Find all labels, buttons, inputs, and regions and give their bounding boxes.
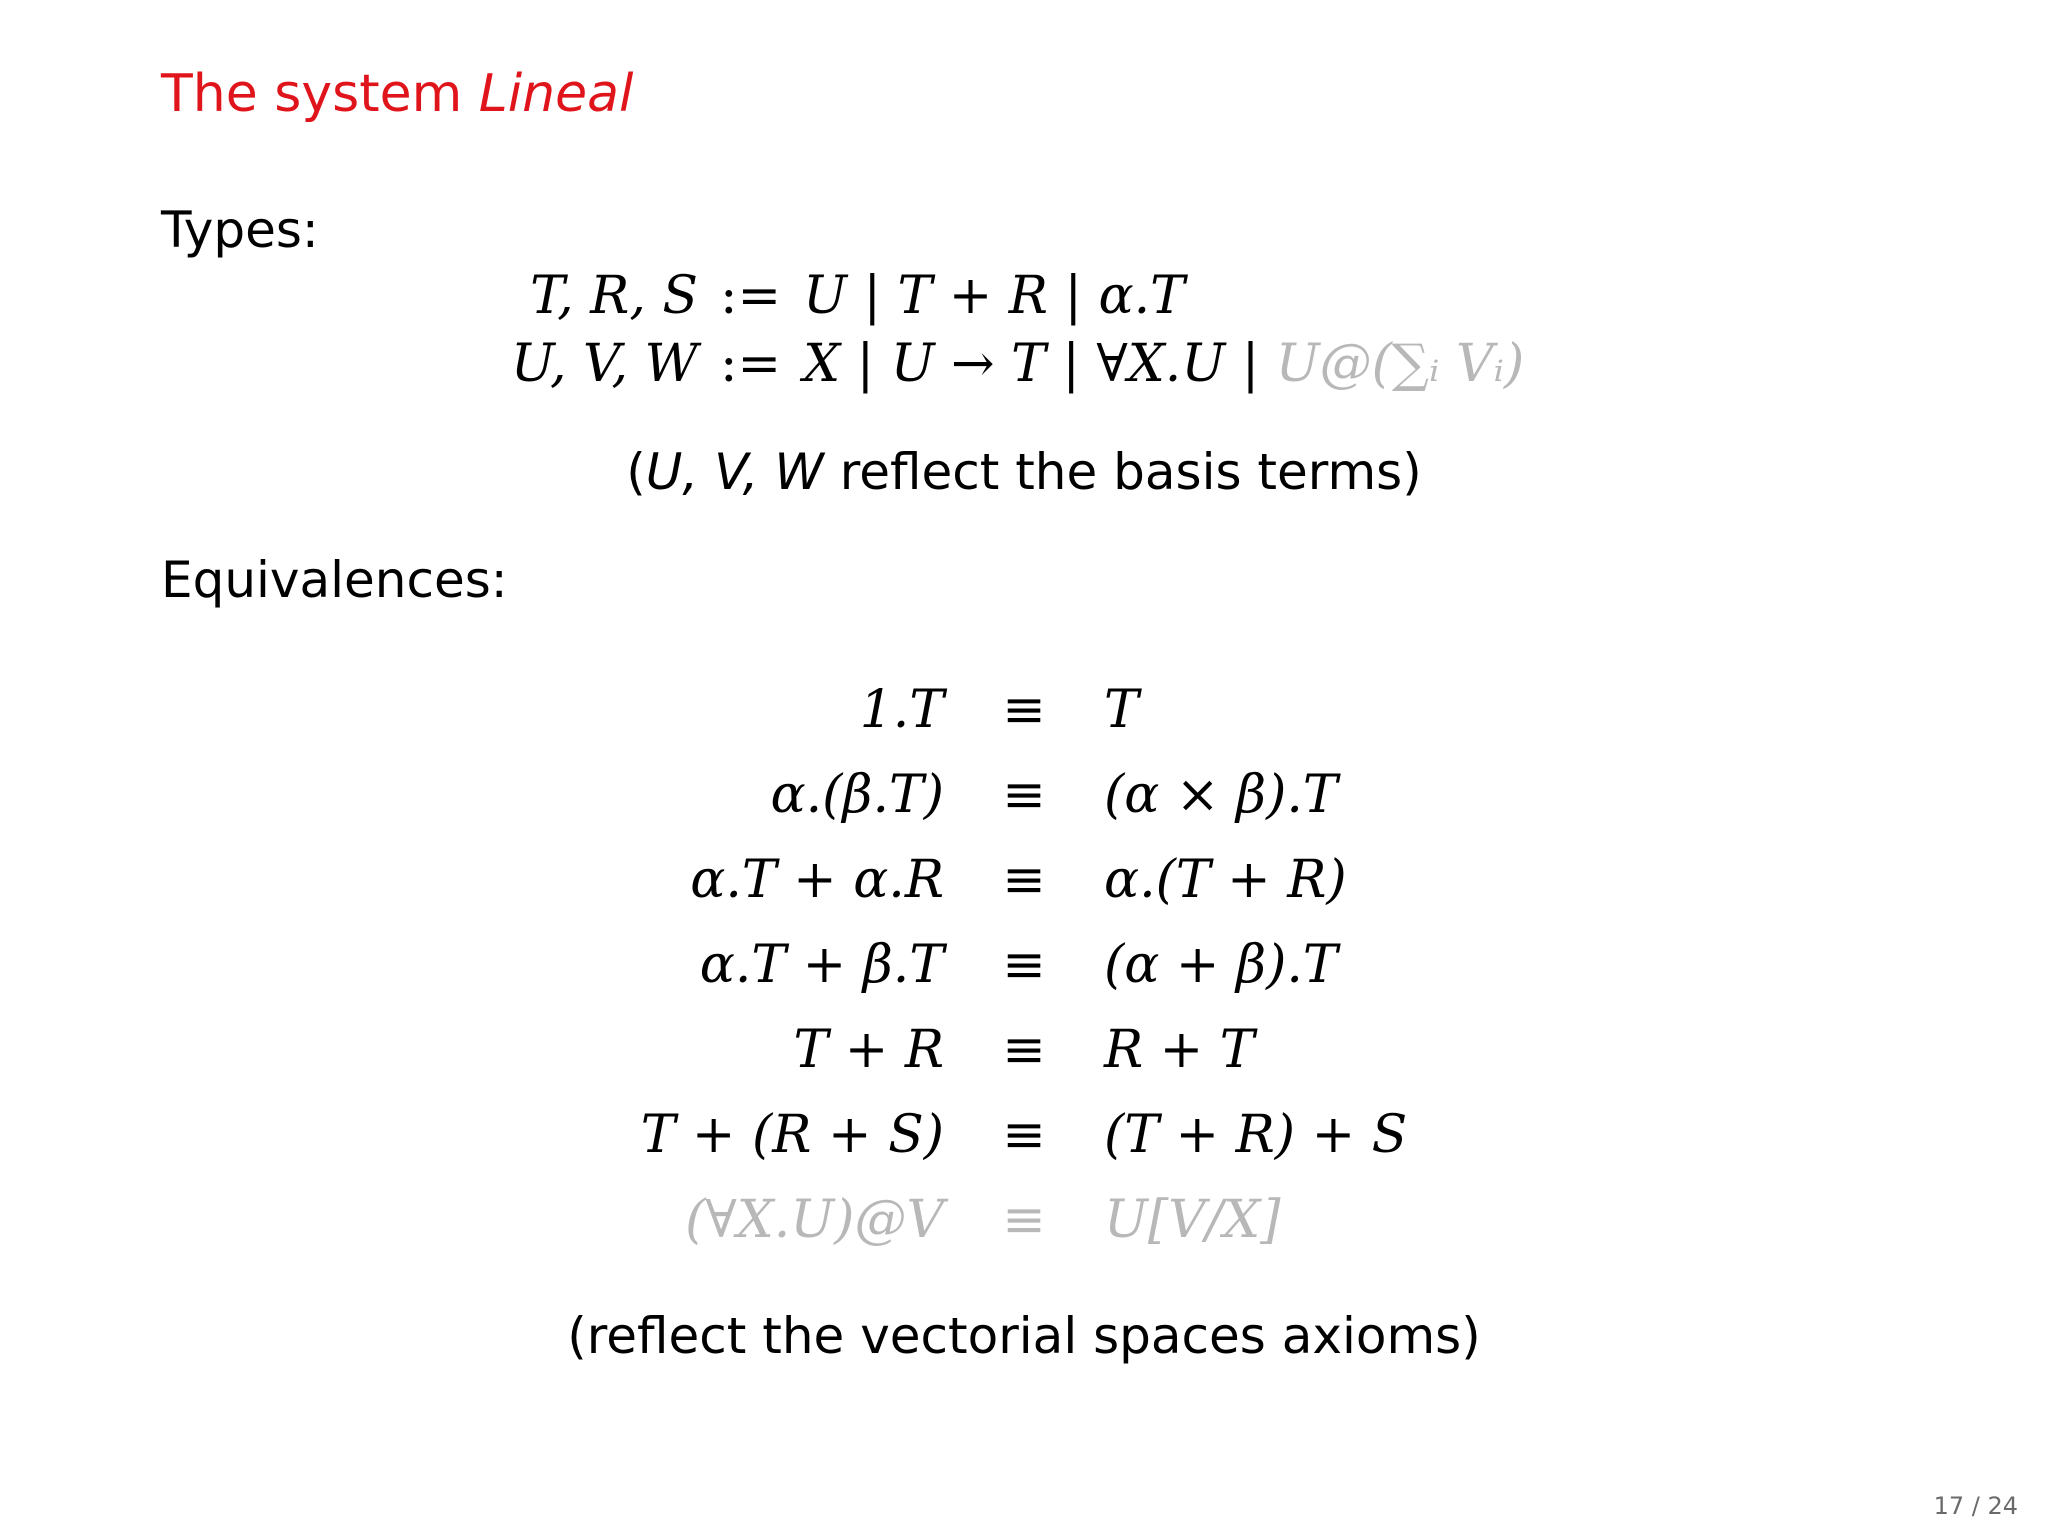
grammar-row (470, 330, 1524, 398)
equivalence-row (0, 668, 2048, 753)
grammar-rhs: U | T + R | α.T (803, 266, 1185, 326)
equivalence-row (0, 838, 2048, 923)
types-note-open-paren: ( (626, 443, 646, 501)
equivalences-note: (reflect the vectorial spaces axioms) (567, 1307, 1481, 1365)
types-note (0, 442, 2048, 502)
types-grammar (470, 262, 1524, 398)
grammar-lhs: U, V, W (510, 334, 698, 394)
equivalence-lhs: α.T + β.T (699, 935, 944, 995)
equivalence-lhs: α.(β.T) (770, 765, 944, 825)
grammar-defines-symbol: := (720, 266, 782, 326)
equivalence-rhs: U[V/X] (1104, 1190, 1281, 1250)
types-note-text: reflect the basis terms) (823, 443, 1422, 501)
equivalence-row (0, 753, 2048, 838)
types-label: Types: (161, 201, 319, 259)
equivalence-symbol: ≡ (1002, 935, 1046, 995)
equivalence-lhs: T + (R + S) (640, 1105, 944, 1165)
equivalence-row (0, 1093, 2048, 1178)
equivalence-symbol: ≡ (1002, 765, 1046, 825)
equivalence-row (0, 923, 2048, 1008)
grammar-lhs: T, R, S (530, 266, 698, 326)
equivalence-row (0, 1008, 2048, 1093)
equivalence-lhs: 1.T (859, 680, 944, 740)
grammar-rhs: X | U → T | ∀X.U | (803, 334, 1276, 394)
slide-title-prefix: The system (161, 64, 479, 124)
equivalence-lhs: T + R (793, 1020, 944, 1080)
grammar-defines-symbol: := (720, 334, 782, 394)
equivalence-symbol: ≡ (1002, 680, 1046, 740)
equivalence-rhs: (α + β).T (1104, 935, 1338, 995)
slide-title-emphasis: Lineal (478, 64, 634, 124)
equivalence-symbol: ≡ (1002, 1105, 1046, 1165)
equivalence-rhs: (α × β).T (1104, 765, 1338, 825)
equivalences-label: Equivalences: (161, 551, 508, 609)
equivalence-lhs: α.T + α.R (690, 850, 944, 910)
equivalence-symbol: ≡ (1002, 1190, 1046, 1250)
types-note-variables: U, V, W (645, 443, 824, 501)
equivalence-lhs: (∀X.U)@V (685, 1190, 944, 1250)
equivalence-row-greyed (0, 1178, 2048, 1263)
page-number: 17 / 24 (1933, 1492, 2018, 1520)
slide-title (161, 64, 633, 124)
grammar-rhs-greyed: U@(∑ᵢ Vᵢ) (1275, 334, 1525, 394)
equivalence-rhs: T (1104, 680, 1139, 740)
equivalence-symbol: ≡ (1002, 850, 1046, 910)
equivalences-table (0, 668, 2048, 1263)
equivalence-symbol: ≡ (1002, 1020, 1046, 1080)
grammar-row (470, 262, 1524, 330)
equivalence-rhs: (T + R) + S (1104, 1105, 1408, 1165)
equivalence-rhs: α.(T + R) (1104, 850, 1347, 910)
equivalence-rhs: R + T (1104, 1020, 1255, 1080)
